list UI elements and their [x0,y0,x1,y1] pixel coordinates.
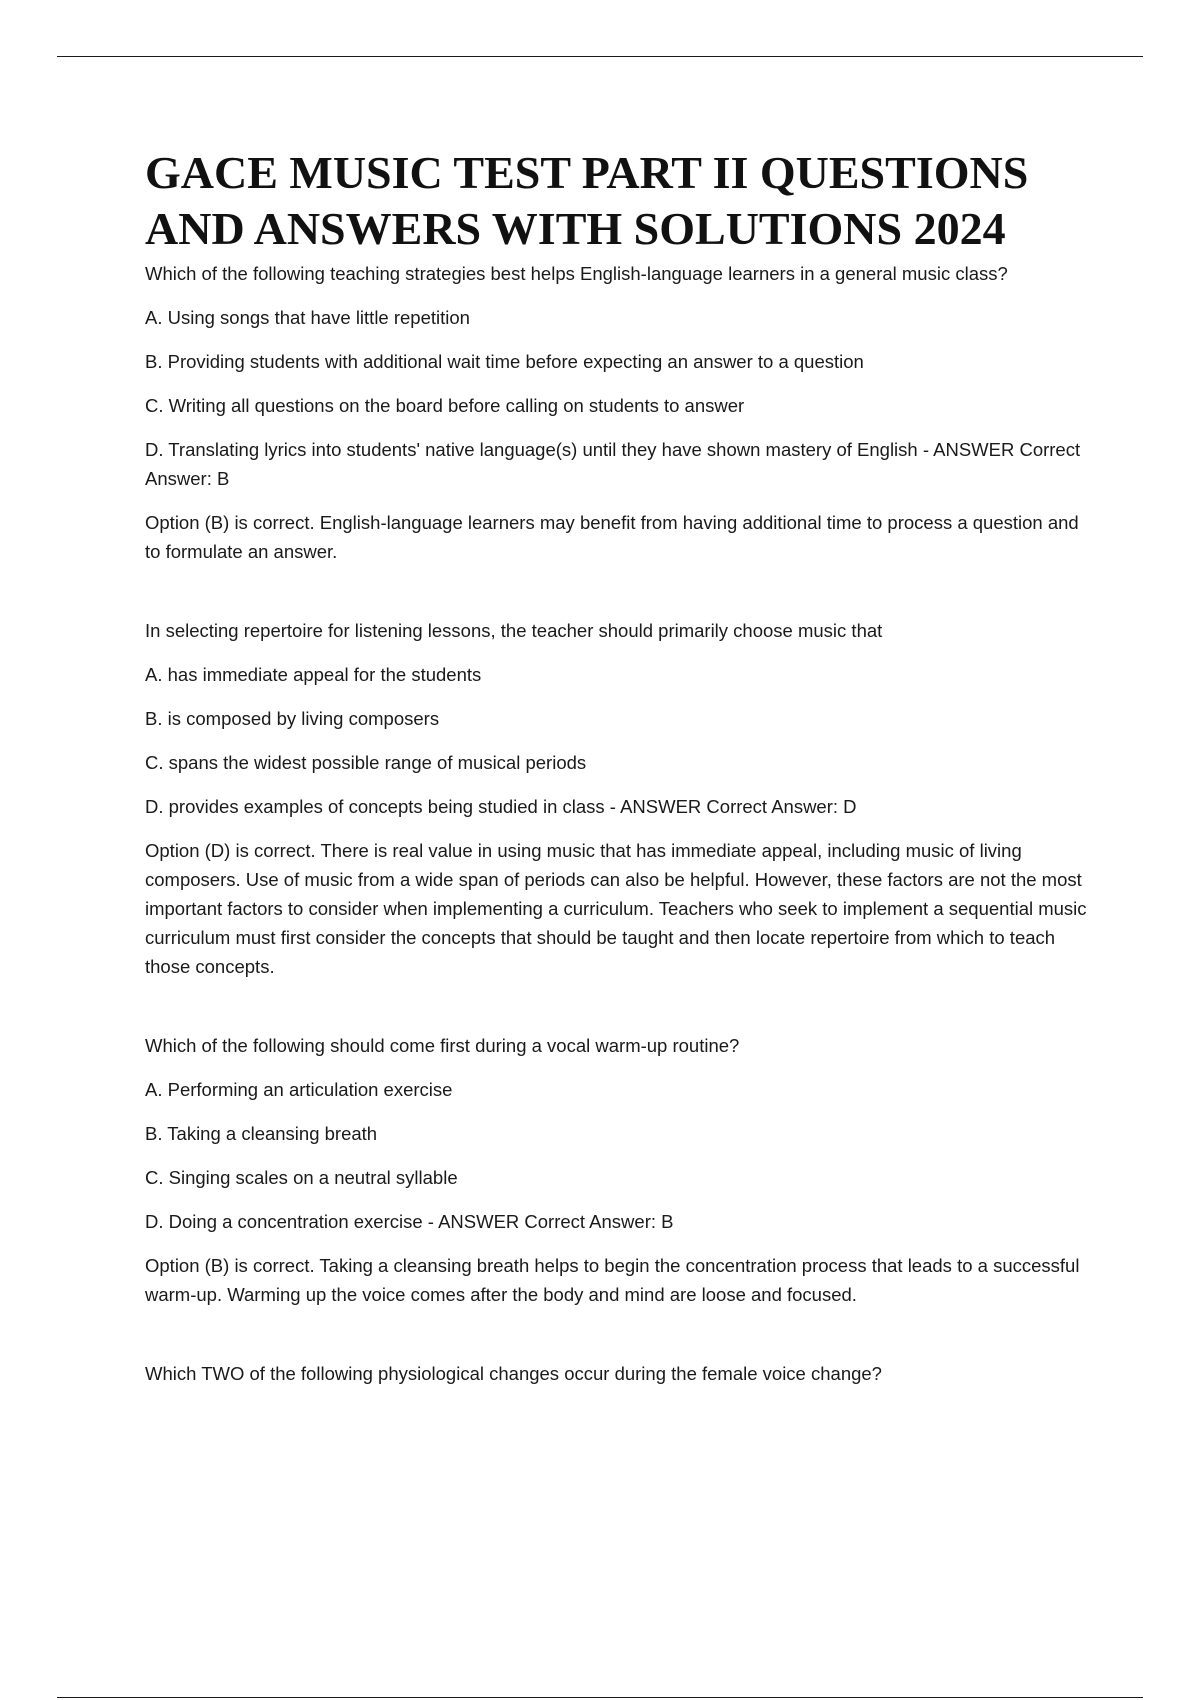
question-block-2 [145,616,1095,981]
question-text: In selecting repertoire for listening lessons, the teacher should primarily choose music that [145,620,883,641]
question-text: Which of the following teaching strategies best helps English-language learners in a general music class? [145,263,1008,284]
top-rule [57,56,1143,57]
option-b: B. is composed by living composers [145,708,440,729]
answer-explanation: Option (D) is correct. There is real value in using music that has immediate appeal, including music of living composers. Use of music from a wide span of periods can also be helpful. However, these factors are not the most important factors to consider when implementing a curriculum. Teachers who seek to implement a sequential music curriculum must first consider the concepts that should be taught and then locate repertoire from which to teach those concepts. [145,840,1087,977]
question-block-4 [145,1359,1095,1388]
document-page [145,145,1095,1388]
answer-explanation: Option (B) is correct. Taking a cleansing breath helps to begin the concentration process that leads to a successful warm-up. Warming up the voice comes after the body and mind are loose and focused. [145,1255,1080,1305]
option-c: C. spans the widest possible range of musical periods [145,752,587,773]
answer-explanation: Option (B) is correct. English-language learners may benefit from having additional time to process a question and to formulate an answer. [145,512,1079,562]
option-a: A. Performing an articulation exercise [145,1079,453,1100]
option-b: B. Taking a cleansing breath [145,1123,378,1144]
bottom-rule [57,1697,1143,1698]
option-c: C. Writing all questions on the board before calling on students to answer [145,395,745,416]
question-block-1 [145,259,1095,566]
document-title: GACE MUSIC TEST PART II QUESTIONS AND ANSWERS WITH SOLUTIONS 2024 [145,147,1029,254]
option-d-with-answer: D. Translating lyrics into students' native language(s) until they have shown mastery of English - ANSWER Correct Answer: B [145,439,1081,489]
option-a: A. Using songs that have little repetition [145,307,470,328]
option-d-with-answer: D. provides examples of concepts being studied in class - ANSWER Correct Answer: D [145,796,857,817]
question-text: Which TWO of the following physiological changes occur during the female voice change? [145,1363,882,1384]
question-block-3 [145,1031,1095,1309]
option-c: C. Singing scales on a neutral syllable [145,1167,458,1188]
option-d-with-answer: D. Doing a concentration exercise - ANSWER Correct Answer: B [145,1211,674,1232]
option-a: A. has immediate appeal for the students [145,664,482,685]
option-b: B. Providing students with additional wait time before expecting an answer to a question [145,351,864,372]
question-text: Which of the following should come first during a vocal warm-up routine? [145,1035,740,1056]
